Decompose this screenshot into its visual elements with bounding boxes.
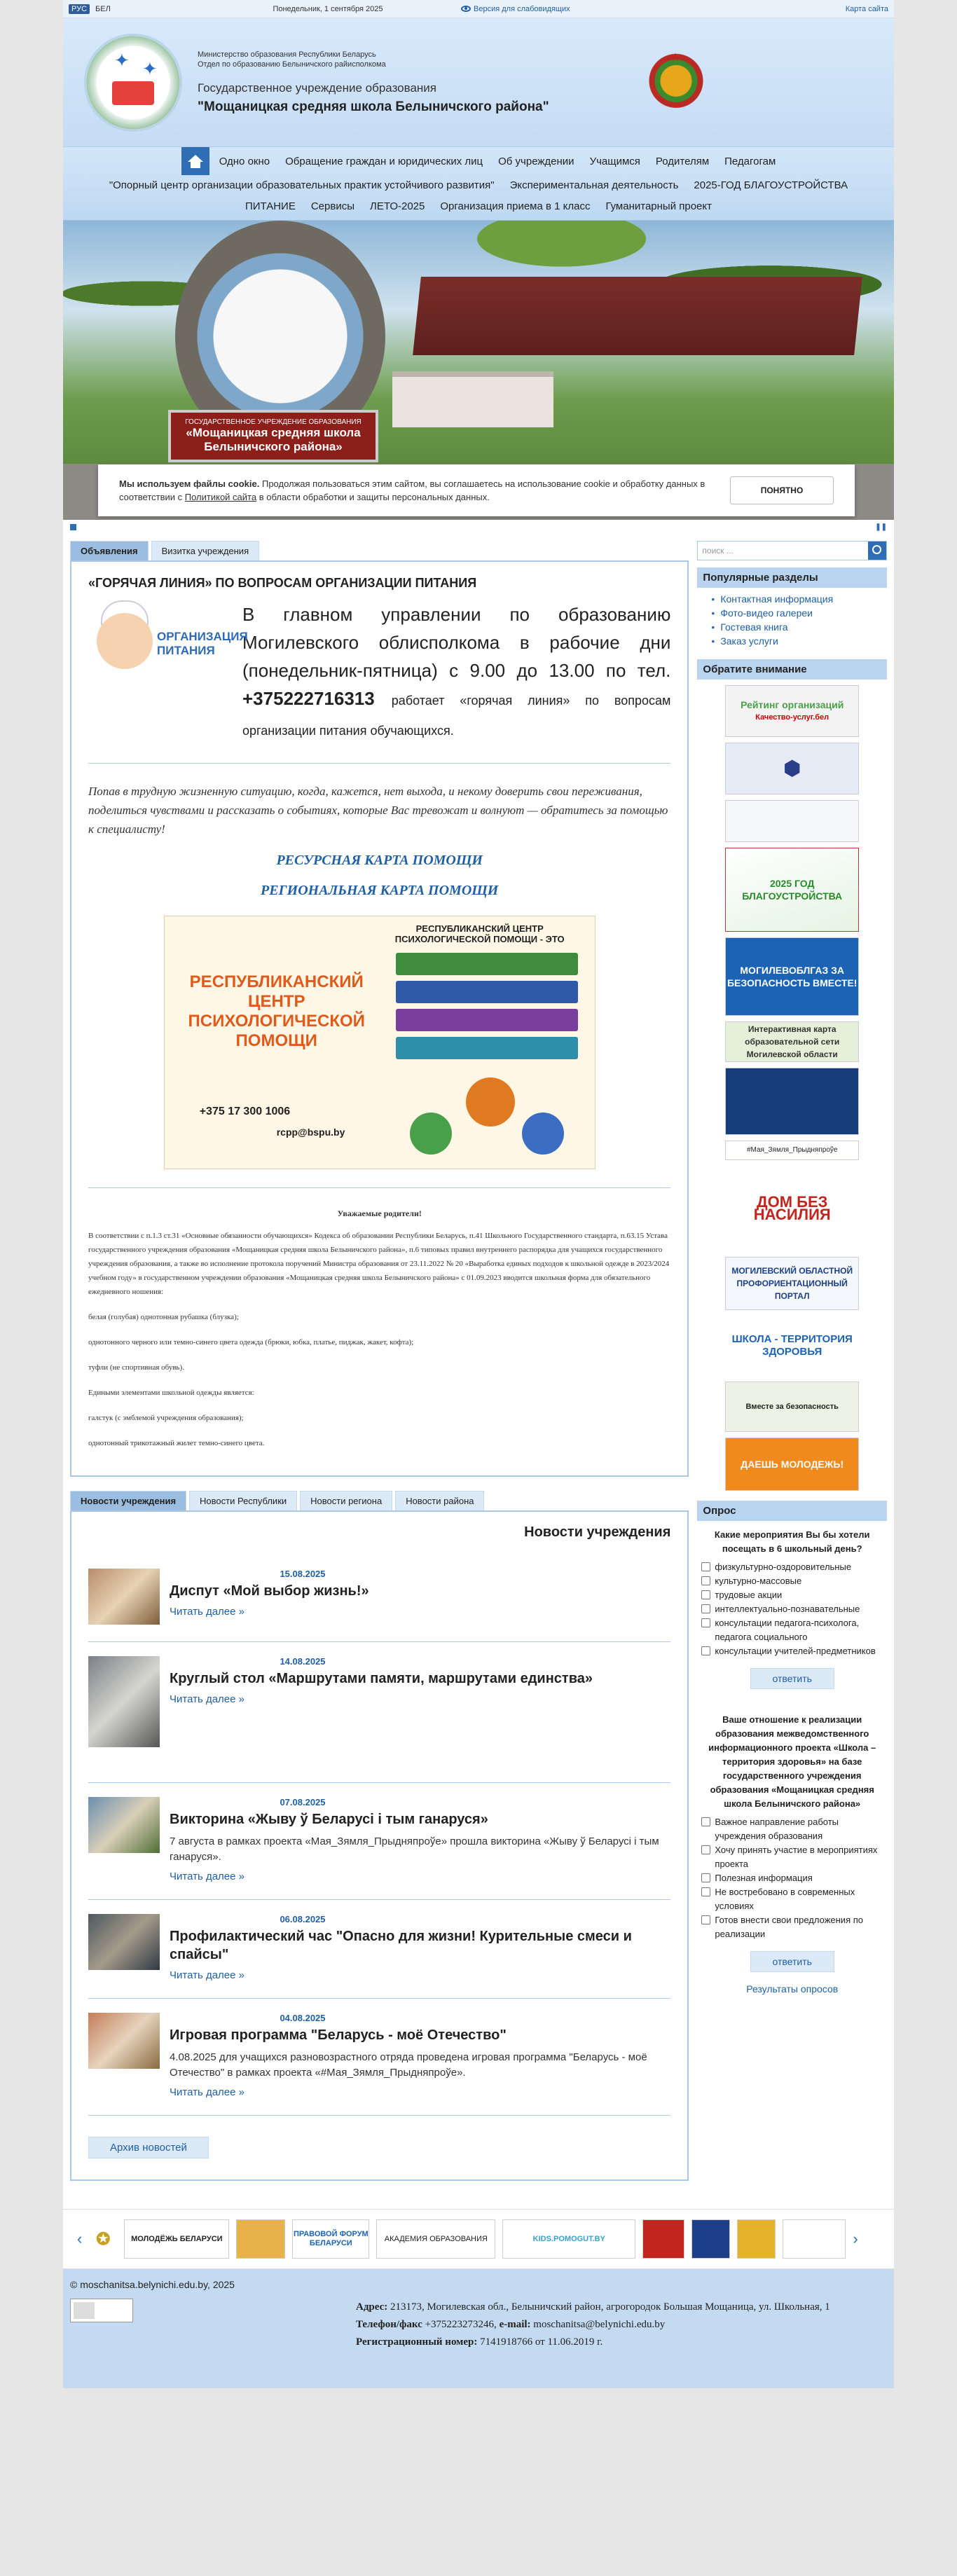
tab-region-news[interactable]: Новости региона — [300, 1491, 392, 1510]
divider — [88, 763, 670, 764]
lang-ru[interactable]: РУС — [69, 4, 90, 14]
eye-icon — [461, 6, 471, 12]
hero-plaque — [168, 410, 378, 462]
institution-type: Государственное учреждение образования — [198, 81, 437, 95]
banner-safety[interactable]: Вместе за безопасность — [725, 1382, 859, 1432]
hotline-tail: работает «горячая линия» по вопросам организации питания обучающихся. — [242, 694, 671, 738]
popular-link[interactable]: Контактная информация — [720, 593, 834, 605]
poster-email: rcpp@bspu.by — [276, 1127, 345, 1138]
hero-slider[interactable] — [63, 221, 894, 520]
search-icon[interactable] — [868, 542, 886, 560]
cookie-bold: Мы используем файлы cookie. — [119, 478, 260, 489]
nav-item[interactable]: Организация приема в 1 класс — [440, 200, 591, 212]
hero-pergola-roof — [413, 277, 862, 355]
poll-option[interactable] — [701, 1843, 883, 1871]
nav-item[interactable]: Гуманитарный проект — [605, 200, 712, 212]
notice-item: галстук (с эмблемой учреждения образования); — [88, 1414, 244, 1422]
food-mascot — [88, 600, 248, 705]
nav-row-2 — [63, 175, 894, 196]
poster-circle — [410, 1113, 452, 1155]
regional-map-link[interactable]: РЕГИОНАЛЬНАЯ КАРТА ПОМОЩИ — [261, 883, 499, 898]
partner-banner[interactable] — [691, 2219, 730, 2259]
current-date: Понедельник, 1 сентября 2025 — [273, 4, 383, 13]
cookie-text — [119, 477, 730, 504]
news-item — [88, 1642, 670, 1783]
partner-banner[interactable] — [236, 2219, 285, 2259]
poll-1 — [697, 1521, 887, 1706]
poll-option-label: культурно-массовые — [715, 1576, 802, 1586]
poster-row — [396, 1009, 578, 1031]
cookie-text-2: в области обработки и защиты персональных данных. — [259, 492, 490, 502]
top-bar — [63, 0, 894, 18]
checkbox[interactable] — [701, 1590, 710, 1599]
uniform-notice — [88, 1206, 670, 1450]
main-nav — [63, 147, 894, 221]
address-label: Адрес: — [356, 2301, 388, 2313]
news-archive-button[interactable]: Архив новостей — [88, 2137, 209, 2158]
news-item — [88, 1999, 670, 2116]
checkbox[interactable] — [701, 1887, 710, 1896]
footer — [63, 2269, 894, 2388]
nav-item[interactable]: Об учреждении — [498, 156, 574, 167]
news-desc: 7 августа в рамках проекта «Мая_Зямля_Прыдняпроўе» прошла викторина «Жыву ў Беларусі і тым ганаруся». — [170, 1835, 659, 1863]
phone-label: Телефон/факс — [356, 2319, 422, 2330]
star-icon[interactable]: ✪ — [96, 2229, 111, 2249]
nav-item[interactable]: Одно окно — [219, 156, 270, 167]
search-box — [697, 541, 887, 560]
resource-map-link[interactable]: РЕСУРСНАЯ КАРТА ПОМОЩИ — [276, 853, 483, 868]
address: 213173, Могилевская обл., Белыничский район, агрогородок Большая Мощаница, ул. Школьная, 1 — [390, 2301, 830, 2313]
announce-tabs — [70, 541, 689, 560]
ministry-name: Министерство образования Республики Беларусь — [198, 50, 376, 59]
nav-item[interactable]: 2025-ГОД БЛАГОУСТРОЙСТВА — [694, 179, 848, 191]
news-thumbnail[interactable] — [88, 1569, 160, 1625]
banner-no-violence[interactable]: ДОМ БЕЗ НАСИЛИЯ — [753, 1193, 831, 1223]
popular-heading: Популярные разделы — [697, 567, 887, 588]
read-more-link[interactable]: Читать далее » — [170, 2086, 245, 2098]
cookie-text-1: Продолжая пользоваться этим сайтом, вы соглашаетесь на использование cookie и обработку данных в соответствии с — [119, 478, 705, 502]
school-logo[interactable] — [84, 34, 182, 132]
news-title[interactable]: Викторина «Жыву ў Беларусі і тым ганаруся» — [170, 1812, 488, 1827]
checkbox[interactable] — [701, 1604, 710, 1613]
divider — [88, 1187, 670, 1188]
banner-youth-go[interactable]: ДАЕШЬ МОЛОДЕЖЬ! — [725, 1438, 859, 1491]
psych-help-poster[interactable] — [164, 916, 595, 1169]
poll-2 — [697, 1706, 887, 2010]
nav-item[interactable]: ПИТАНИЕ — [245, 200, 296, 212]
low-vision-link[interactable] — [461, 5, 846, 13]
cookie-policy-link[interactable]: Политикой сайта — [184, 492, 257, 502]
news-thumbnail[interactable] — [88, 1797, 160, 1853]
plaque-line-2: Белыничского района» — [204, 440, 343, 453]
announcements-panel — [70, 560, 689, 1477]
lang-by[interactable]: БЕЛ — [95, 4, 111, 13]
news-date: 15.08.2025 — [280, 1569, 326, 1579]
nav-item[interactable]: Педагогам — [724, 156, 776, 167]
poll-option-label: интеллектуально-познавательные — [715, 1604, 860, 1614]
help-quote: Попав в трудную жизненную ситуацию, когда, кажется, нет выхода, и некому доверить свои переживания, поделиться чувствами и рассказать о событиях, которые Вас тревожат и волнуют — обратитесь за помощью к специалисту! — [88, 785, 668, 836]
hotline-main: В главном управлении по образованию Могилевского облисполкома в рабочие дни (понедельник-пятница) с 9.00 до 13.00 по тел. — [242, 604, 671, 681]
tab-district-news[interactable]: Новости района — [395, 1491, 484, 1510]
vote-button[interactable]: ответить — [750, 1951, 834, 1972]
nav-item[interactable]: Учащимся — [589, 156, 640, 167]
banner-health-school[interactable]: ШКОЛА - ТЕРРИТОРИЯ ЗДОРОВЬЯ — [731, 1333, 853, 1358]
poll-option-label: Полезная информация — [715, 1873, 813, 1883]
poll-question: Ваше отношение к реализации образования межведомственного информационного проекта «Школа – территория здоровья» на базе государственного учреждения образования «Мощаницкая средняя школа Белыничского района» — [708, 1714, 876, 1809]
poll-option[interactable] — [701, 1602, 883, 1616]
news-date: 06.08.2025 — [280, 1914, 326, 1924]
poster-row — [396, 981, 578, 1003]
banner-career-portal[interactable]: МОГИЛЕВСКИЙ ОБЛАСТНОЙ ПРОФОРИЕНТАЦИОННЫЙ ПОРТАЛ — [725, 1257, 859, 1310]
department-name: Отдел по образованию Белыничского райисполкома — [198, 60, 386, 69]
poll-option-label: Не востребовано в современных условиях — [715, 1887, 855, 1911]
email-label: e-mail: — [499, 2319, 531, 2330]
news-title[interactable]: Профилактический час "Опасно для жизни! Курительные смеси и спайсы" — [170, 1929, 632, 1962]
pause-icon[interactable]: ❚❚ — [875, 523, 887, 531]
bird-icon: ✦ — [142, 57, 158, 79]
poll-results-link[interactable]: Результаты опросов — [746, 1983, 839, 1995]
poll-option-label: трудовые акции — [715, 1590, 783, 1600]
poll-option[interactable] — [701, 1644, 883, 1658]
poll-option-label: Готов внести свои предложения по реализации — [715, 1915, 863, 1939]
checkbox[interactable] — [701, 1915, 710, 1924]
checkbox[interactable] — [701, 1576, 710, 1585]
poll-option[interactable] — [701, 1885, 883, 1913]
poll-option-label: консультации учителей-предметников — [715, 1646, 876, 1656]
poster-title: РЕСПУБЛИКАНСКИЙ ЦЕНТР ПСИХОЛОГИЧЕСКОЙ ПОМОЩИ - ЭТО — [394, 923, 565, 944]
partner-banner[interactable]: ПРАВОВОЙ ФОРУМ БЕЛАРУСИ — [292, 2219, 369, 2259]
poster-row — [396, 1037, 578, 1059]
search-input[interactable]: поиск ... — [702, 546, 734, 556]
read-more-link[interactable]: Читать далее » — [170, 1871, 245, 1882]
nav-row-1 — [63, 151, 894, 175]
partner-banner[interactable]: АКАДЕМИЯ ОБРАЗОВАНИЯ — [376, 2219, 495, 2259]
tab-republic-news[interactable]: Новости Республики — [189, 1491, 297, 1510]
banner-sublabel: Качество-услуг.бел — [755, 713, 829, 722]
news-panel — [70, 1510, 689, 2181]
low-vision-label: Версия для слабовидящих — [474, 4, 570, 13]
partner-banner[interactable] — [642, 2219, 684, 2259]
poll-option[interactable] — [701, 1616, 883, 1644]
main-column — [70, 541, 689, 2181]
news-thumbnail[interactable] — [88, 2013, 160, 2069]
attention-heading: Обратите внимание — [697, 659, 887, 680]
read-more-link[interactable]: Читать далее » — [170, 1693, 245, 1705]
banner-year-2025[interactable]: 2025 ГОД БЛАГОУСТРОЙСТВА — [725, 848, 859, 932]
footer-left — [70, 2279, 356, 2374]
news-thumbnail[interactable] — [88, 1656, 160, 1747]
plaque-small-text: ГОСУДАРСТВЕННОЕ УЧРЕЖДЕНИЕ ОБРАЗОВАНИЯ — [185, 418, 362, 426]
school-name: "Мощаницкая средняя школа Белыничского района" — [198, 99, 549, 114]
reg-label: Регистрационный номер: — [356, 2336, 478, 2348]
chef-face-icon — [97, 613, 153, 669]
notice-item: Едиными элементами школьной одежды является: — [88, 1389, 254, 1397]
notice-item: однотонный трикотажный жилет темно-синего цвета. — [88, 1439, 265, 1447]
home-button[interactable] — [181, 147, 209, 175]
poster-phone: +375 17 300 1006 — [199, 1106, 291, 1117]
checkbox[interactable] — [701, 1562, 710, 1571]
slider-dot[interactable] — [70, 524, 76, 530]
banner-hashtag[interactable]: #Мая_Зямля_Прыдняпроўе — [725, 1141, 859, 1160]
content-area — [63, 534, 894, 2181]
poster-circle — [466, 1077, 515, 1127]
vote-button[interactable]: ответить — [750, 1668, 834, 1689]
nav-item[interactable]: Родителям — [655, 156, 710, 167]
notice-item: туфли (не спортивная обувь). — [88, 1363, 184, 1372]
poll-option[interactable] — [701, 1574, 883, 1588]
tab-business-card[interactable]: Визитка учреждения — [151, 541, 260, 560]
site-header — [63, 18, 894, 147]
poll-option-label: Важное направление работы учреждения образования — [715, 1817, 839, 1841]
bird-icon: ✦ — [114, 49, 130, 71]
banner-gas-safety[interactable]: МОГИЛЕВОБЛГАЗ ЗА БЕЗОПАСНОСТЬ ВМЕСТЕ! — [725, 937, 859, 1016]
visit-counter[interactable] — [70, 2299, 133, 2322]
nav-row-3 — [63, 196, 894, 217]
partner-banner[interactable]: МОЛОДЁЖЬ БЕЛАРУСИ — [124, 2219, 229, 2259]
hotline-phone: +375222716313 — [242, 688, 375, 709]
banner-rating[interactable] — [725, 685, 859, 737]
book-icon — [112, 81, 154, 105]
popular-link[interactable]: Заказ услуги — [720, 635, 778, 647]
cookie-banner — [98, 464, 855, 516]
popular-link[interactable]: Гостевая книга — [720, 621, 788, 633]
notice-body: В соответствии с п.1.3 ст.31 «Основные обязанности обучающихся» Кодекса об образовании Республики Беларусь, п.41 Школьного Государственного стандарта, п.63.15 Устава государственного учреждения образования «Мощаницкая средняя школа Белыничского района», п.6 типовых правил внутреннего распорядка для учащихся государственного учреждения образования, а также во исполнение протокола поручений Министра образования от 23.11.2022 № 20 «Выработка единых подходов к школьной одежде в 2023/2024 учебном году» в государственном учреждении образования «Мощаницкая средняя школа Белыничского района» с 01.09.2023 вводится школьная форма для обязательного ежедневного ношения: — [88, 1232, 670, 1296]
banner-youth[interactable] — [725, 800, 859, 842]
popular-link[interactable]: Фото-видео галереи — [720, 607, 813, 619]
partner-banner[interactable] — [783, 2219, 846, 2259]
home-icon — [188, 155, 203, 162]
read-more-link[interactable]: Читать далее » — [170, 1606, 245, 1618]
poll-option[interactable] — [701, 1560, 883, 1574]
chevron-right-icon[interactable]: › — [853, 2230, 858, 2247]
reg-number: 7141918766 от 11.06.2019 г. — [480, 2336, 603, 2348]
banner-emblem[interactable] — [725, 743, 859, 794]
sitemap-link[interactable]: Карта сайта — [845, 4, 888, 13]
news-heading: Новости учреждения — [524, 1524, 671, 1540]
partner-banner[interactable] — [737, 2219, 776, 2259]
notice-title: Уважаемые родители! — [337, 1208, 422, 1218]
read-more-link[interactable]: Читать далее » — [170, 1969, 245, 1981]
tab-school-news[interactable]: Новости учреждения — [70, 1491, 186, 1510]
news-date: 14.08.2025 — [280, 1656, 326, 1667]
poster-circle — [522, 1113, 564, 1155]
checkbox[interactable] — [701, 1817, 710, 1826]
nav-item[interactable]: Обращение граждан и юридических лиц — [285, 156, 483, 167]
checkbox[interactable] — [701, 1646, 710, 1655]
poster-center-name: РЕСПУБЛИКАНСКИЙ ЦЕНТР ПСИХОЛОГИЧЕСКОЙ ПОМОЩИ — [188, 972, 365, 1050]
poll-option-label: консультации педагога-психолога, педагога социального — [715, 1618, 860, 1642]
contact-info — [356, 2299, 887, 2374]
banner-label: Рейтинг организаций — [741, 699, 844, 710]
slider-controls — [63, 520, 894, 534]
mascot-label: ОРГАНИЗАЦИЯ ПИТАНИЯ — [157, 630, 248, 657]
poll-heading: Опрос — [697, 1501, 887, 1521]
cookie-accept-button[interactable]: ПОНЯТНО — [730, 476, 834, 504]
shield-icon: ⬢ — [783, 757, 801, 779]
news-desc: 4.08.2025 для учащихся разновозрастного отряда проведена игровая программа "Беларусь - моё Отечество" в рамках проекта «#Мая_Зямля_Прыдняпроўе». — [170, 2051, 647, 2079]
news-item — [88, 1783, 670, 1900]
hotline-heading: «ГОРЯЧАЯ ЛИНИЯ» ПО ВОПРОСАМ ОРГАНИЗАЦИИ ПИТАНИЯ — [88, 576, 477, 590]
poll-option[interactable] — [701, 1871, 883, 1885]
news-tabs — [70, 1491, 689, 1510]
news-title[interactable]: Игровая программа "Беларусь - моё Отечество" — [170, 2027, 507, 2043]
chevron-left-icon[interactable]: ‹ — [77, 2230, 83, 2247]
notice-item: однотонного черного или темно-синего цвета одежда (брюки, юбка, платье, пиджак, жакет, кофта); — [88, 1338, 414, 1346]
phone: +375223273246, — [425, 2319, 497, 2330]
poll-option-label: физкультурно-оздоровительные — [715, 1562, 852, 1572]
partner-banners — [63, 2209, 894, 2269]
tab-announcements[interactable]: Объявления — [70, 541, 149, 560]
poll-option[interactable] — [701, 1913, 883, 1941]
banner-edu-map[interactable]: Интерактивная карта образовательной сети Могилевской области — [725, 1021, 859, 1062]
banner-dark[interactable] — [725, 1068, 859, 1135]
checkbox[interactable] — [701, 1873, 710, 1882]
nav-item[interactable]: Сервисы — [310, 200, 354, 212]
notice-item: белая (голубая) однотонная рубашка (блузка); — [88, 1313, 239, 1321]
nav-item[interactable]: Экспериментальная деятельность — [509, 179, 679, 191]
poster-row — [396, 953, 578, 975]
news-thumbnail[interactable] — [88, 1914, 160, 1970]
news-item — [88, 1900, 670, 1999]
nav-item[interactable]: "Опорный центр организации образовательных практик устойчивого развития" — [109, 179, 495, 191]
partner-banner[interactable]: KIDS.POMOGUT.BY — [502, 2219, 635, 2259]
state-emblem — [644, 52, 708, 116]
poll-option-label: Хочу принять участие в мероприятиях проекта — [715, 1845, 878, 1869]
sidebar — [697, 541, 887, 2181]
news-title[interactable]: Диспут «Мой выбор жизнь!» — [170, 1583, 369, 1599]
plaque-line-1: «Мощаницкая средняя школа — [186, 426, 361, 439]
poll-option[interactable] — [701, 1588, 883, 1602]
checkbox[interactable] — [701, 1618, 710, 1627]
language-switcher — [69, 4, 195, 14]
header-text — [198, 50, 873, 115]
email[interactable]: moschanitsa@belynichi.edu.by — [533, 2319, 666, 2330]
news-item — [88, 1555, 670, 1642]
hotline-block — [88, 600, 670, 745]
news-title[interactable]: Круглый стол «Маршрутами памяти, маршрутами единства» — [170, 1671, 593, 1686]
news-date: 04.08.2025 — [280, 2013, 326, 2023]
checkbox[interactable] — [701, 1845, 710, 1854]
news-date: 07.08.2025 — [280, 1797, 326, 1807]
hero-school-building — [392, 371, 553, 427]
hotline-text — [242, 600, 670, 745]
nav-item[interactable]: ЛЕТО-2025 — [369, 200, 425, 212]
poll-question: Какие мероприятия Вы бы хотели посещать в 6 школьный день? — [714, 1529, 870, 1554]
page — [63, 0, 894, 2388]
poll-option[interactable] — [701, 1815, 883, 1843]
copyright: © moschanitsa.belynichi.edu.by, 2025 — [70, 2279, 235, 2290]
popular-list — [697, 588, 887, 652]
